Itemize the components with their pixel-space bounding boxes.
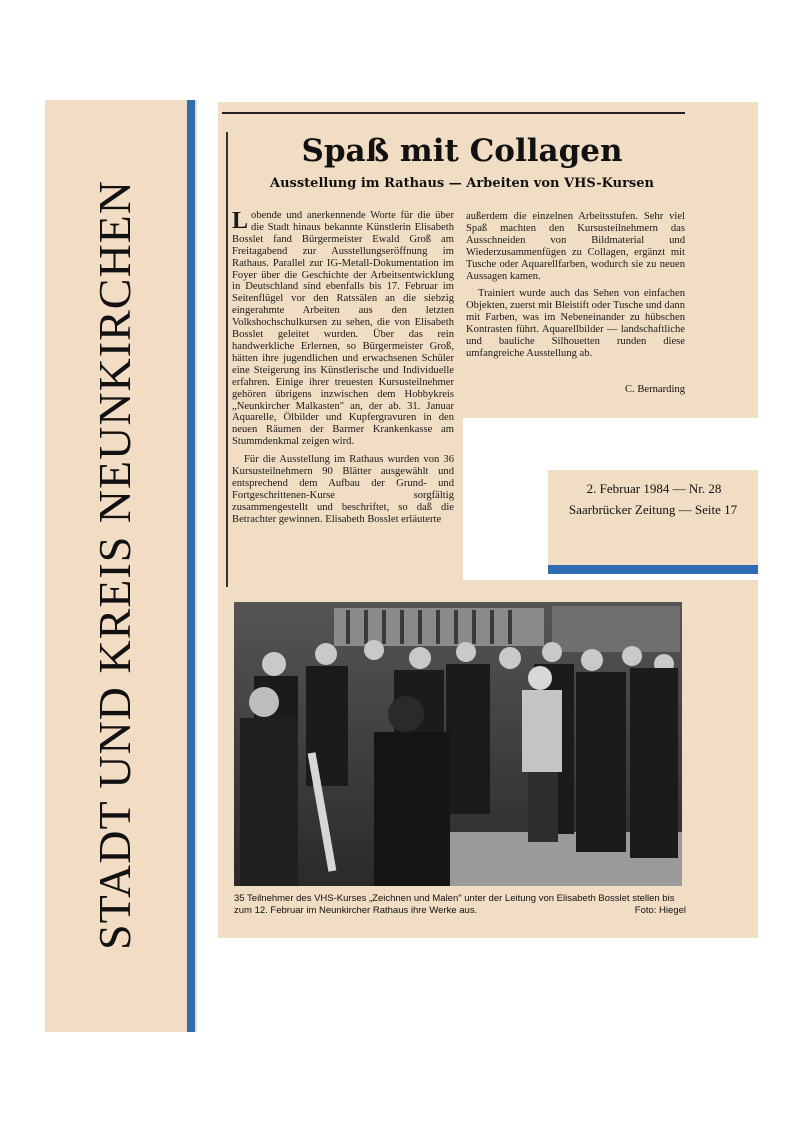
article-column-1 — [232, 210, 454, 526]
section-title: STADT UND KREIS NEUNKIRCHEN — [89, 180, 140, 950]
source-date-issue: 2. Februar 1984 — Nr. 28 — [586, 481, 722, 496]
article-paragraph: Für die Ausstellung im Rathaus wurden von 36 Kursusteilnehmern 90 Blätter ausgewählt und entsprechend dem Aufbau der Grund- und Fortgeschrittenen-Kurse sorgfältig zusammengestellt und beschriftet, so daß die Betrachter gewinnen. Elisabeth Bosslet erläuterte — [232, 454, 454, 525]
clipping-left-rule — [226, 132, 228, 587]
drop-cap: L — [232, 208, 249, 234]
article-headline: Spaß mit Collagen — [301, 133, 623, 169]
strip-blue-rule — [187, 100, 195, 1032]
article-subheadline: Ausstellung im Rathaus — Arbeiten von VHS-Kursen — [270, 176, 654, 191]
article-photo — [234, 602, 682, 886]
article-paragraph: Trainiert wurde auch das Sehen von einfachen Objekten, zuerst mit Bleistift oder Tusche und dann mit Farben, was im Nebeneinander zu hübschen Kontrasten führt. Aquarellbilder — landschaftliche und bauliche Silhouetten runden diese umfangreiche Ausstellung ab. — [466, 288, 685, 359]
paragraph-text: obende und anerkennende Worte für die über die Stadt hinaus bekannte Künstlerin Elisabeth Bosslet fand Bürgermeister Ewald Groß am Freitagabend zur Ausstellungseröffnung im Rathaus. Parallel zur IG-Metall-Dokumentation im Foyer über die Geschichte der Arbeitsentwicklung in Deutschland sind ebenfalls bis 17. Februar im Seitenflügel vor den Ratssälen an die siebzig eingerahmte Arbeiten aus den letzten Volkshochschulkursen zu sehen, die von Elisabeth Bosslet geleitet wurden. Über das rein handwerkliche Erlernen, so Bürgermeister Groß, hätten ihre jugendlichen und erwachsenen Schüler eine Steigerung ins Künstlerische und Individuelle erfahren. Einige ihrer treuesten Kursusteilnehmer gehören übrigens inzwischen dem Hobbykreis „Neunkircher Malkasten" an, der ab. 31. Januar Aquarelle, Ölbilder und Kupfergravuren in den neuen Räumen der Barmer Krankenkasse am Stummdenkmal zeigen wird. — [232, 210, 454, 448]
source-paper-page: Saarbrücker Zeitung — Seite 17 — [568, 502, 738, 517]
author-byline: C. Bernarding — [624, 384, 685, 395]
article-paragraph: außerdem die einzelnen Arbeitsstufen. Sehr viel Spaß machten den Kursusteilnehmern das Ausschneiden von Bildmaterial und Wiederzusammenfügen zu Collagen, ergänzt mit Tusche oder Aquarellfarben, wodurch sie zu neuen Aussagen kamen. — [466, 211, 685, 282]
source-blue-rule — [548, 565, 758, 574]
article-column-2 — [466, 211, 685, 360]
caption-text: 35 Teilnehmer des VHS-Kurses „Zeichnen und Malen" unter der Leitung von Elisabeth Bosslet stellen bis zum 12. Februar im Neunkircher Rathaus ihre Werke aus. — [234, 893, 675, 916]
article-paragraph — [232, 210, 454, 448]
group-photo-illustration — [234, 602, 682, 886]
photo-caption — [234, 893, 686, 917]
clipping-top-rule — [222, 112, 685, 114]
photo-credit: Foto: Hiegel — [634, 905, 686, 916]
